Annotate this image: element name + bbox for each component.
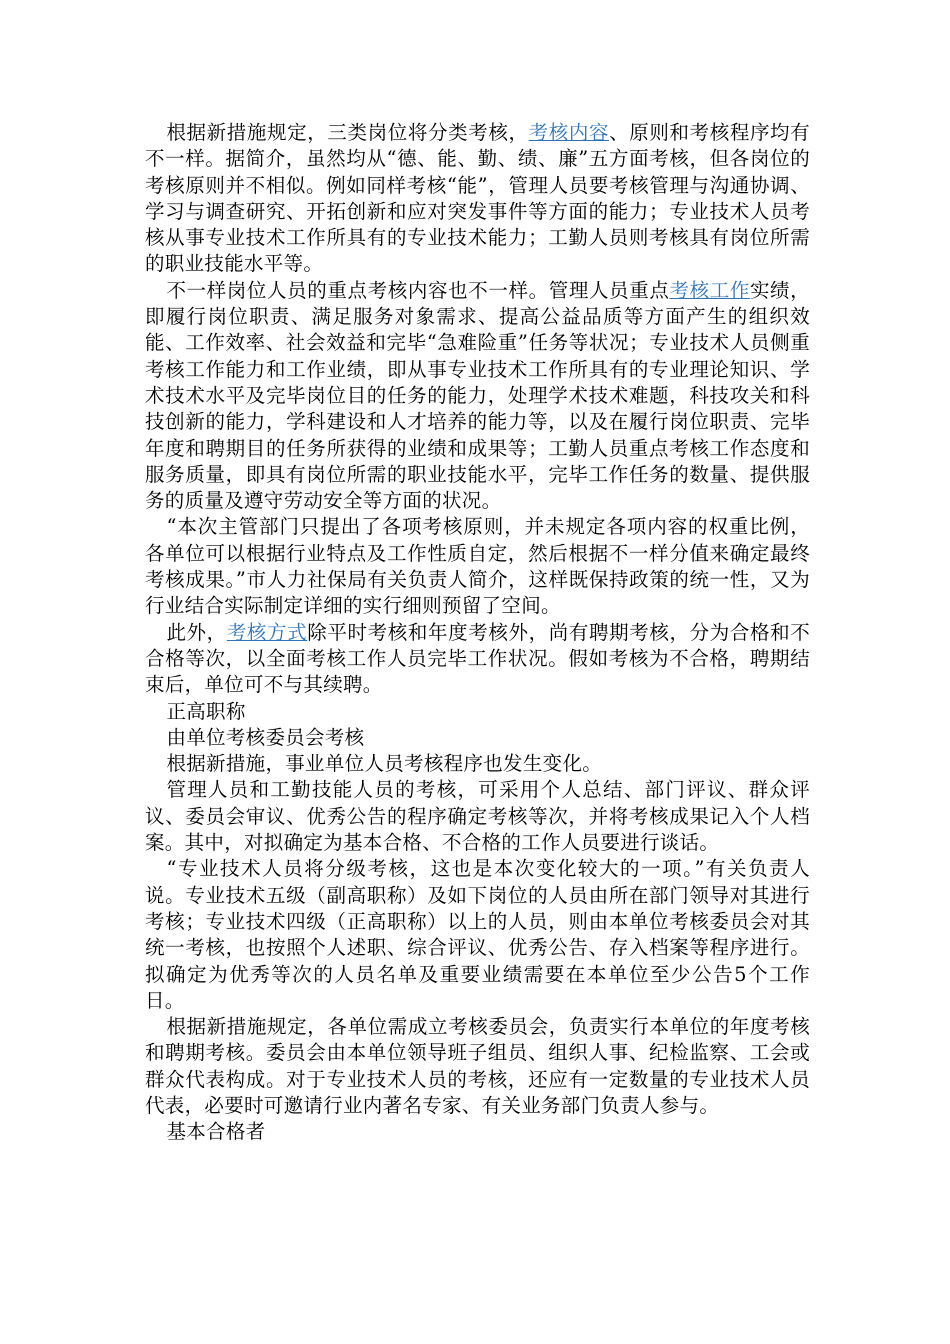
link-kaohe-fangshi[interactable]: 考核方式 xyxy=(226,620,308,644)
paragraph-6: 管理人员和工勤技能人员的考核，可采用个人总结、部门评议、群众评议、委员会审议、优秀公告的程序确定考核等次，并将考核成果记入个人档案。其中，对拟确定为基本合格、不合格的工作人员要进行谈话。 xyxy=(145,778,810,855)
section-heading-2: 由单位考核委员会考核 xyxy=(166,725,365,749)
section-heading-3: 基本合格者 xyxy=(166,1120,266,1144)
paragraph-4: 此外，考核方式除平时考核和年度考核外，尚有聘期考核，分为合格和不合格等次，以全面考核工作人员完毕工作状况。假如考核为不合格，聘期结束后，单位可不与其续聘。 xyxy=(145,620,810,697)
paragraph-8: 根据新措施规定，各单位需成立考核委员会，负责实行本单位的年度考核和聘期考核。委员会由本单位领导班子组员、组织人事、纪检监察、工会或群众代表构成。对于专业技术人员的考核，还应有一定数量的专业技术人员代表，必要时可邀请行业内著名专家、有关业务部门负责人参与。 xyxy=(145,1015,810,1117)
paragraph-1: 根据新措施规定，三类岗位将分类考核，考核内容、原则和考核程序均有不一样。据简介，虽然均从“德、能、勤、绩、廉”五方面考核，但各岗位的考核原则并不相似。例如同样考核“能”，管理人员要考核管理与沟通协调、学习与调查研究、开拓创新和应对突发事件等方面的能力；专业技术人员考核从事专业技术工作所具有的专业技术能力；工勤人员则考核具有岗位所需的职业技能水平等。 xyxy=(145,121,810,276)
paragraph-3: “本次主管部门只提出了各项考核原则，并未规定各项内容的权重比例，各单位可以根据行业特点及工作性质自定，然后根据不一样分值来确定最终考核成果。”市人力社保局有关负责人简介，这样既保持政策的统一性，又为行业结合实际制定详细的实行细则预留了空间。 xyxy=(145,515,810,618)
paragraph-2: 不一样岗位人员的重点考核内容也不一样。管理人员重点考核工作实绩，即履行岗位职责、满足服务对象需求、提高公益品质等方面产生的组织效能、工作效率、社会效益和完毕“急难险重”任务等状况；专业技术人员侧重考核工作能力和工作业绩，即从事专业技术工作所具有的专业理论知识、学术技术水平及完毕岗位目的任务的能力，处理学术技术难题，科技攻关和科技创新的能力，学科建设和人才培养的能力等，以及在履行岗位职责、完毕年度和聘期目的任务所获得的业绩和成果等；工勤人员重点考核工作态度和服务质量，即具有岗位所需的职业技能水平，完毕工作任务的数量、提供服务的质量及遵守劳动安全等方面的状况。 xyxy=(145,278,810,513)
link-kaohe-neirong[interactable]: 考核内容 xyxy=(528,121,610,144)
section-heading-1: 正高职称 xyxy=(166,699,246,723)
paragraph-7: “专业技术人员将分级考核，这也是本次变化较大的一项。”有关负责人说。专业技术五级（副高职称）及如下岗位的人员由所在部门领导对其进行考核；专业技术四级（正高职称）以上的人员，则由本单位考核委员会对其统一考核，也按照个人述职、综合评议、优秀公告、存入档案等程序进行。拟确定为优秀等次的人员名单及重要业绩需要在本单位至少公告5个工作日。 xyxy=(145,857,810,1012)
document-page xyxy=(145,120,810,1146)
paragraph-5: 根据新措施，事业单位人员考核程序也发生变化。 xyxy=(166,752,603,776)
link-kaohe-gongzuo[interactable]: 考核工作 xyxy=(669,278,750,302)
